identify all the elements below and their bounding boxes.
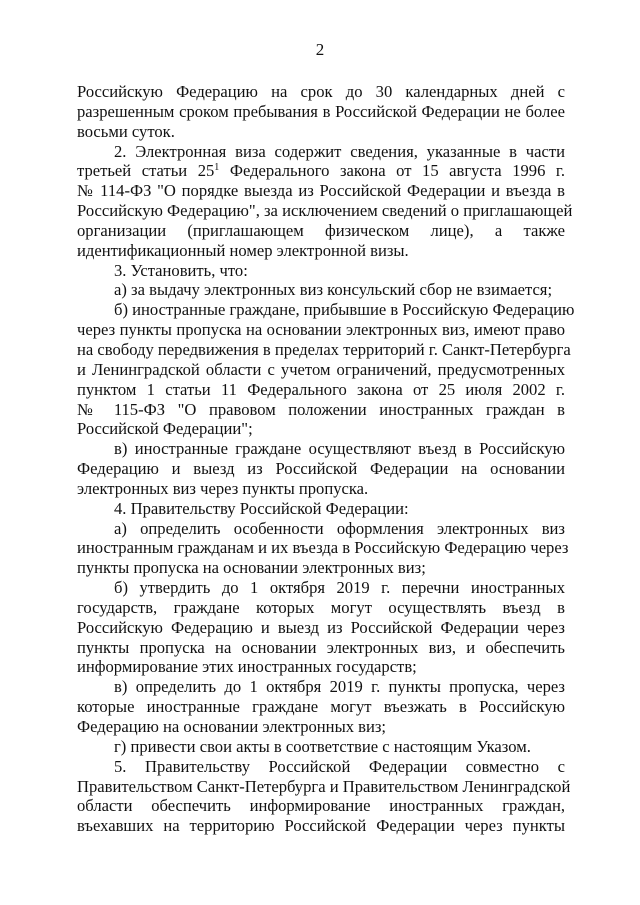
text-line: пункты пропуска на основании электронных виз; <box>77 558 426 578</box>
text-line: а) определить особенности оформления электронных виз <box>114 518 565 538</box>
text-line: 2. Электронная виза содержит сведения, указанные в части <box>114 141 565 161</box>
text-fragment: Федерального закона от 15 августа 1996 г. <box>229 161 565 181</box>
text-line: восьми суток. <box>77 121 175 141</box>
text-line: Российской Федерации"; <box>77 419 253 439</box>
text-line: б) иностранные граждане, прибывшие в Российскую Федерацию <box>114 300 575 320</box>
text-line: которые иностранные граждане могут въезжать в Российскую <box>77 697 565 717</box>
text-line: и Ленинградской области с учетом ограничений, предусмотренных <box>77 359 565 379</box>
text-line: 4. Правительству Российской Федерации: <box>114 498 409 518</box>
text-line: государств, граждане которых могут осуществлять въезд в <box>77 597 565 617</box>
page-number: 2 <box>315 40 325 59</box>
text-line: в) иностранные граждане осуществляют въезд в Российскую <box>114 439 565 459</box>
text-line: а) за выдачу электронных виз консульский сбор не взимается; <box>114 280 553 300</box>
document-body <box>77 82 575 836</box>
text-line: электронных виз через пункты пропуска. <box>77 478 369 498</box>
text-line: Федерацию на основании электронных виз; <box>77 717 387 736</box>
text-line: через пункты пропуска на основании электронных виз, имеют право <box>77 320 565 340</box>
text-line: информирование этих иностранных государств; <box>77 657 417 677</box>
text-fragment: третьей статьи 25 <box>77 161 215 181</box>
text-line: Российскую Федерацию и выезд из Российской Федерации через <box>77 617 565 637</box>
text-line: области обеспечить информирование иностранных граждан, <box>77 796 565 816</box>
text-line: организации (приглашающем физическом лице), а также <box>77 220 565 240</box>
text-line: Российскую Федерацию на срок до 30 календарных дней с <box>77 82 565 101</box>
text-line: 5. Правительству Российской Федерации совместно с <box>114 756 565 776</box>
text-line: въехавших на территорию Российской Федерации через пункты <box>77 816 565 836</box>
text-line: разрешенным сроком пребывания в Российской Федерации не более <box>77 101 565 121</box>
text-line: г) привести свои акты в соответствие с настоящим Указом. <box>114 736 531 756</box>
text-line: иностранным гражданам и их въезда в Российскую Федерацию через <box>77 538 569 558</box>
superscript: 1 <box>214 162 220 174</box>
text-line: пунктом 1 статьи 11 Федерального закона от 25 июля 2002 г. <box>77 379 565 399</box>
text-line: Федерацию и выезд из Российской Федерации на основании <box>77 459 565 479</box>
text-line: б) утвердить до 1 октября 2019 г. перечни иностранных <box>114 578 565 598</box>
text-line: на свободу передвижения в пределах территорий г. Санкт-Петербурга <box>77 339 571 359</box>
text-line: № 115-ФЗ "О правовом положении иностранных граждан в <box>77 399 565 419</box>
text-line: идентификационный номер электронной визы. <box>77 240 409 260</box>
text-line: в) определить до 1 октября 2019 г. пункты пропуска, через <box>114 677 565 697</box>
text-line: 3. Установить, что: <box>114 260 248 280</box>
text-line: Правительством Санкт-Петербурга и Правительством Ленинградской <box>77 776 571 796</box>
text-line: пункты пропуска на основании электронных виз, и обеспечить <box>77 637 565 657</box>
text-line: № 114-ФЗ "О порядке выезда из Российской Федерации и въезда в <box>77 181 565 201</box>
text-line: Российскую Федерацию", за исключением сведений о приглашающей <box>77 201 573 221</box>
text-line-with-superscript <box>77 161 565 181</box>
